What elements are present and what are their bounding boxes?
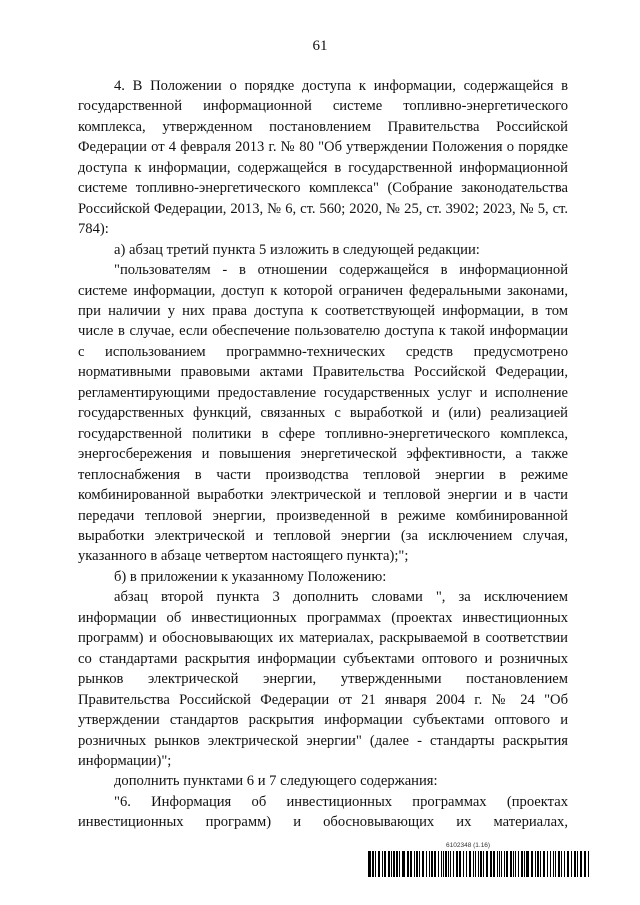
document-footer <box>368 842 590 877</box>
paragraph-subitem-b: б) в приложении к указанному Положению: <box>114 568 387 585</box>
paragraph-quoted-text: "пользователям - в отношении содержащейся в информационной системе информации, доступ к которой ограничен федеральными законами, при наличии у них права доступа к соответствующей информации, в том числе в случае, если обеспечение пользователю доступа к такой информации с использованием программно-технических средств предусмотрено нормативными правовыми актами Правительства Российской Федерации, регламентирующими предоставление государственных услуг и исполнение государственных функций, связанных с выработкой и (или) реализацией государственной политики в сфере топливно-энергетического комплекса, энергосбережения и повышения энергетической эффективности, а также теплоснабжения в части производства тепловой энергии в режиме комбинированной выработки электрической и тепловой энергии и в части передачи тепловой энергии, произведенной в режиме комбинированной выработки электрической и тепловой энергии (за исключением случая, указанного в абзаце четвертом настоящего пункта);"; <box>78 262 568 565</box>
barcode-caption: 6102348 (1.16) <box>446 842 491 849</box>
barcode-image <box>368 851 590 877</box>
paragraph-item-6-start: "6. Информация об инвестиционных программах (проектах инвестиционных программ) и обосновывающих их материалах, <box>78 793 568 831</box>
page-number: 61 <box>312 38 328 54</box>
paragraph-add-items: дополнить пунктами 6 и 7 следующего содержания: <box>114 773 438 790</box>
document-body <box>78 76 568 833</box>
paragraph-subitem-a: а) абзац третий пункта 5 изложить в следующей редакции: <box>114 241 480 258</box>
paragraph-item-4: 4. В Положении о порядке доступа к информации, содержащейся в государственной информационной системе топливно-энергетического комплекса, утвержденном постановлением Правительства Российской Федерации от 4 февраля 2013 г. № 80 "Об утверждении Положения о порядке доступа к информации, содержащейся в государственной информационной системе топливно-энергетического комплекса" (Собрание законодательства Российской Федерации, 2013, № 6, ст. 560; 2020, № 25, ст. 3902; 2023, № 5, ст. 784): <box>78 78 568 238</box>
paragraph-amendment-clause-3: абзац второй пункта 3 дополнить словами ", за исключением информации об инвестиционных программах (проектах инвестиционных программ) и обосновывающих их материалах, раскрываемой в соответствии со стандартами раскрытия информации субъектами оптового и розничных рынков электрической энергии, утвержденными постановлением Правительства Российской Федерации от 21 января 2004 г. № 24 "Об утверждении стандартов раскрытия информации субъектами оптового и розничных рынков электрической энергии" (далее - стандарты раскрытия информации)"; <box>78 589 568 769</box>
